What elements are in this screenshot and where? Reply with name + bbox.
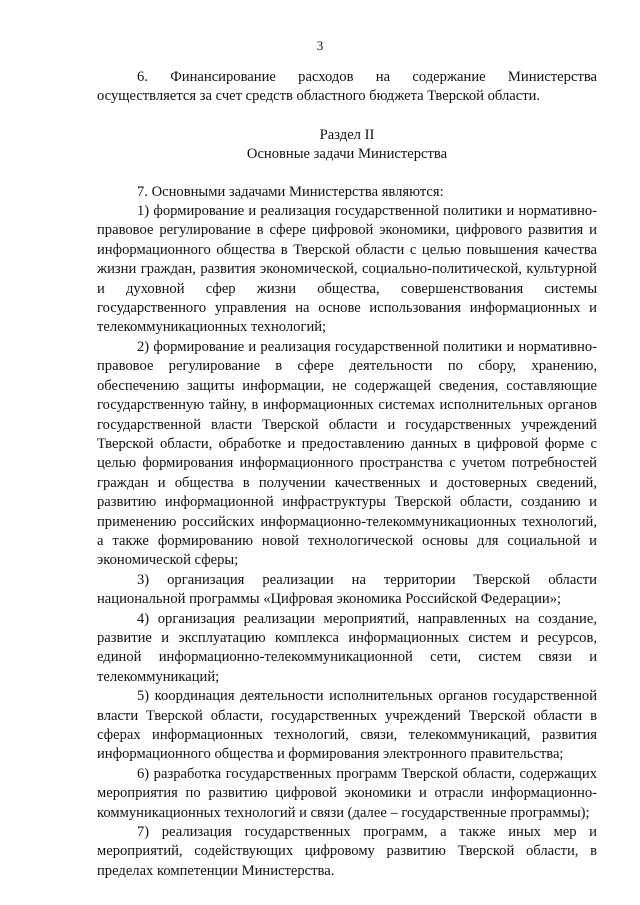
task-item-4: 4) организация реализации мероприятий, направленных на создание, развитие и эксплуатацию комплекса информационных систем и ресурсов, единой информационно-телекоммуникационной сети, систем связи и телекоммуникаций; — [97, 610, 597, 685]
paragraph-7-intro: 7. Основными задачами Министерства являются: — [137, 183, 444, 200]
section-title: Раздел II — [319, 126, 375, 143]
task-item-1: 1) формирование и реализация государственной политики и нормативно-правовое регулирование в сфере цифровой экономики, цифрового развития и информационного общества в Тверской области с целью повышения качества жизни граждан, развития экономической, социально-политической, культурной и духовной сфер жизни общества, совершенствования системы государственного управления на основе использования информационных и телекоммуникационных технологий; — [97, 203, 597, 336]
page-number: 3 — [316, 38, 324, 53]
task-item-5: 5) координация деятельности исполнительных органов государственной власти Тверской области, государственных учреждений Тверской области в сферах информационных технологий, связи, телекоммуникаций, развития информационного общества и формирования электронного правительства; — [97, 688, 597, 763]
task-item-7: 7) реализация государственных программ, а также иных мер и мероприятий, содействующих цифровому развитию Тверской области, в пределах компетенции Министерства. — [97, 824, 597, 879]
section-subtitle: Основные задачи Министерства — [246, 146, 448, 163]
task-item-3: 3) организация реализации на территории Тверской области национальной программы «Цифровая экономика Российской Федерации»; — [97, 571, 597, 608]
document-body — [97, 68, 597, 881]
task-item-2: 2) формирование и реализация государственной политики и нормативно-правовое регулирование в сфере деятельности по сбору, хранению, обеспечению защиты информации, не содержащей сведения, составляющие государственную тайну, в информационных системах исполнительных органов государственной власти Тверской области и государственных учреждений Тверской области, обработке и предоставлению данных в цифровой форме с целью формирования информационного пространства с учетом потребностей граждан и общества в получении качественных и достоверных сведений, развитию информационной инфраструктуры Тверской области, созданию и применению российских информационно-телекоммуникационных технологий, а также формированию новой технологической основы для социальной и экономической сферы; — [97, 338, 597, 569]
task-item-6: 6) разработка государственных программ Тверской области, содержащих мероприятия по развитию цифровой экономики и отрасли информационно-коммуникационных технологий и связи (далее – государственные программы); — [97, 765, 597, 821]
paragraph-6: 6. Финансирование расходов на содержание Министерства осуществляется за счет средств областного бюджета Тверской области. — [97, 69, 597, 105]
